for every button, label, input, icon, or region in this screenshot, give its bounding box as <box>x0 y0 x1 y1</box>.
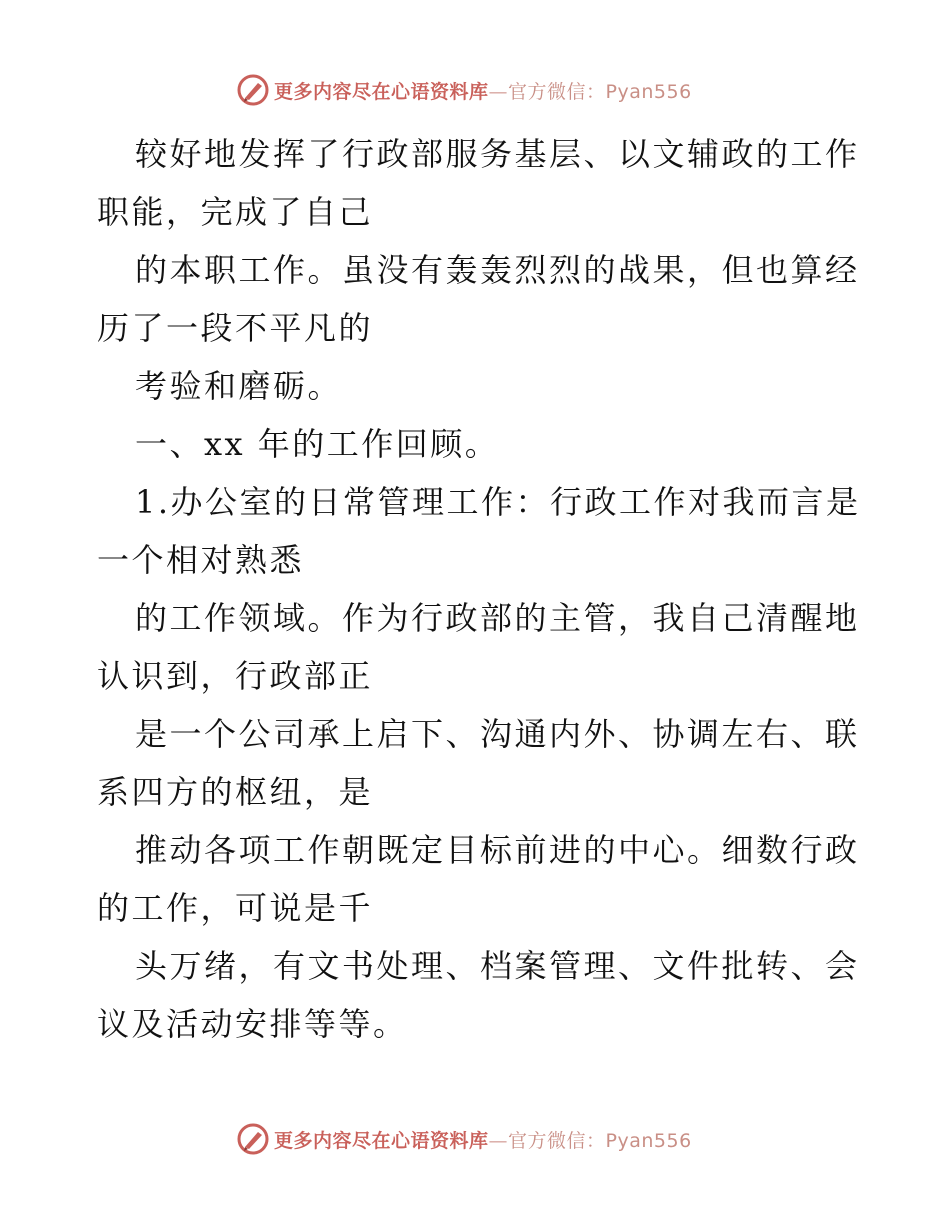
watermark-separator: — <box>488 1129 509 1152</box>
watermark-text <box>274 77 692 104</box>
text-line: 头万绪，有文书处理、档案管理、文件批转、会 <box>135 947 860 985</box>
text-line: 是一个公司承上启下、沟通内外、协调左右、联 <box>135 715 860 753</box>
text-line: 考验和磨砺。 <box>135 367 343 405</box>
pen-logo-icon <box>236 1122 270 1156</box>
watermark-separator: — <box>488 80 509 103</box>
text-line: 一、xx 年的工作回顾。 <box>135 425 500 463</box>
text-line: 推动各项工作朝既定目标前进的中心。细数行政 <box>135 831 860 869</box>
footer-watermark <box>236 1121 692 1157</box>
text-line: 的工作领域。作为行政部的主管，我自己清醒地 <box>135 599 860 637</box>
text-line: 议及活动安排等等。 <box>97 1005 408 1043</box>
watermark-wechat: 官方微信：Pyan556 <box>508 80 692 103</box>
watermark-wechat: 官方微信：Pyan556 <box>508 1129 692 1152</box>
text-line: 系四方的枢纽，是 <box>97 773 374 811</box>
text-line: 的工作，可说是千 <box>97 889 374 927</box>
document-body <box>97 125 861 1053</box>
watermark-main: 更多内容尽在心语资料库 <box>274 80 489 103</box>
watermark-text <box>274 1126 692 1153</box>
text-line: 历了一段不平凡的 <box>97 309 374 347</box>
watermark-main: 更多内容尽在心语资料库 <box>274 1129 489 1152</box>
text-line: 一个相对熟悉 <box>97 541 305 579</box>
text-line: 的本职工作。虽没有轰轰烈烈的战果，但也算经 <box>135 251 860 289</box>
text-line: 职能，完成了自己 <box>97 193 374 231</box>
pen-logo-icon <box>236 73 270 107</box>
header-watermark <box>236 72 692 108</box>
text-line: 较好地发挥了行政部服务基层、以文辅政的工作 <box>135 135 860 173</box>
text-line: 1.办公室的日常管理工作：行政工作对我而言是 <box>135 483 861 521</box>
text-line: 认识到，行政部正 <box>97 657 374 695</box>
